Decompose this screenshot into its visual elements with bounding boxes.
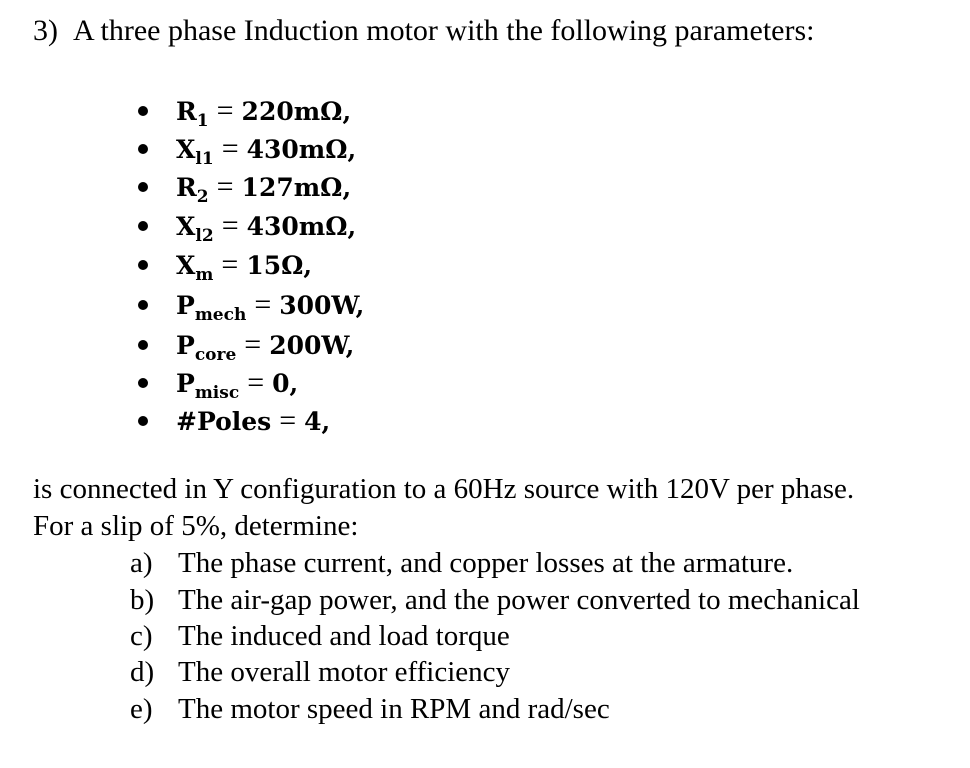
question-label: b) (130, 584, 155, 616)
param-symbol: X (176, 212, 196, 241)
bullet-icon (138, 416, 148, 426)
bullet-icon (138, 182, 148, 192)
param-symbol: #Poles (176, 407, 272, 436)
question-text: The overall motor efficiency (178, 656, 511, 688)
equals-sign: = (216, 170, 234, 203)
param-subscript: mech (194, 305, 247, 325)
question-text: The phase current, and copper losses at the armature. (178, 547, 794, 579)
param-value: 300W, (279, 291, 365, 320)
bullet-icon (138, 340, 148, 350)
param-symbol: P (176, 331, 195, 360)
param-symbol: P (176, 369, 195, 398)
question-text: The motor speed in RPM and rad/sec (178, 693, 610, 725)
question-item (130, 656, 510, 689)
question-label: d) (130, 656, 155, 688)
equals-sign: = (244, 328, 262, 361)
question-label: e) (130, 693, 153, 725)
param-value: 4, (304, 407, 331, 436)
question-item (130, 620, 510, 653)
param-value: 0, (272, 369, 299, 398)
question-item (130, 693, 610, 726)
question-item (130, 584, 860, 617)
equals-sign: = (247, 366, 265, 399)
equals-sign: = (221, 132, 239, 165)
param-subscript: 1 (196, 111, 209, 131)
equals-sign: = (221, 209, 239, 242)
param-value: 15Ω, (246, 251, 313, 280)
param-value: 127mΩ, (241, 173, 352, 202)
param-symbol: X (176, 135, 196, 164)
param-value: 200W, (269, 331, 355, 360)
param-subscript: l2 (195, 226, 214, 246)
bullet-icon (138, 221, 148, 231)
bullet-icon (138, 106, 148, 116)
equals-sign: = (279, 404, 297, 437)
equals-sign: = (254, 288, 272, 321)
bullet-icon (138, 300, 148, 310)
equals-sign: = (221, 248, 239, 281)
paragraph-line: is connected in Y configuration to a 60Hz source with 120V per phase. (33, 473, 855, 505)
param-value: 220mΩ, (241, 97, 352, 126)
question-item (130, 547, 793, 580)
question-label: c) (130, 620, 153, 652)
question-label: a) (130, 547, 153, 579)
param-subscript: core (194, 345, 237, 365)
param-symbol: R (176, 97, 197, 126)
param-subscript: misc (194, 383, 240, 403)
param-subscript: m (195, 265, 214, 285)
param-subscript: l1 (195, 149, 214, 169)
param-value: 430mΩ, (246, 212, 357, 241)
question-text: The induced and load torque (178, 620, 510, 652)
param-value: 430mΩ, (246, 135, 357, 164)
bullet-icon (138, 378, 148, 388)
bullet-icon (138, 260, 148, 270)
param-subscript: 2 (196, 187, 209, 207)
param-symbol: P (176, 291, 195, 320)
param-symbol: X (176, 251, 196, 280)
bullet-icon (138, 144, 148, 154)
param-symbol: R (176, 173, 197, 202)
question-text: The air-gap power, and the power converted to mechanical (178, 584, 860, 616)
equals-sign: = (216, 94, 234, 127)
paragraph-line: For a slip of 5%, determine: (33, 510, 359, 542)
problem-title: 3) A three phase Induction motor with the following parameters: (33, 14, 815, 47)
